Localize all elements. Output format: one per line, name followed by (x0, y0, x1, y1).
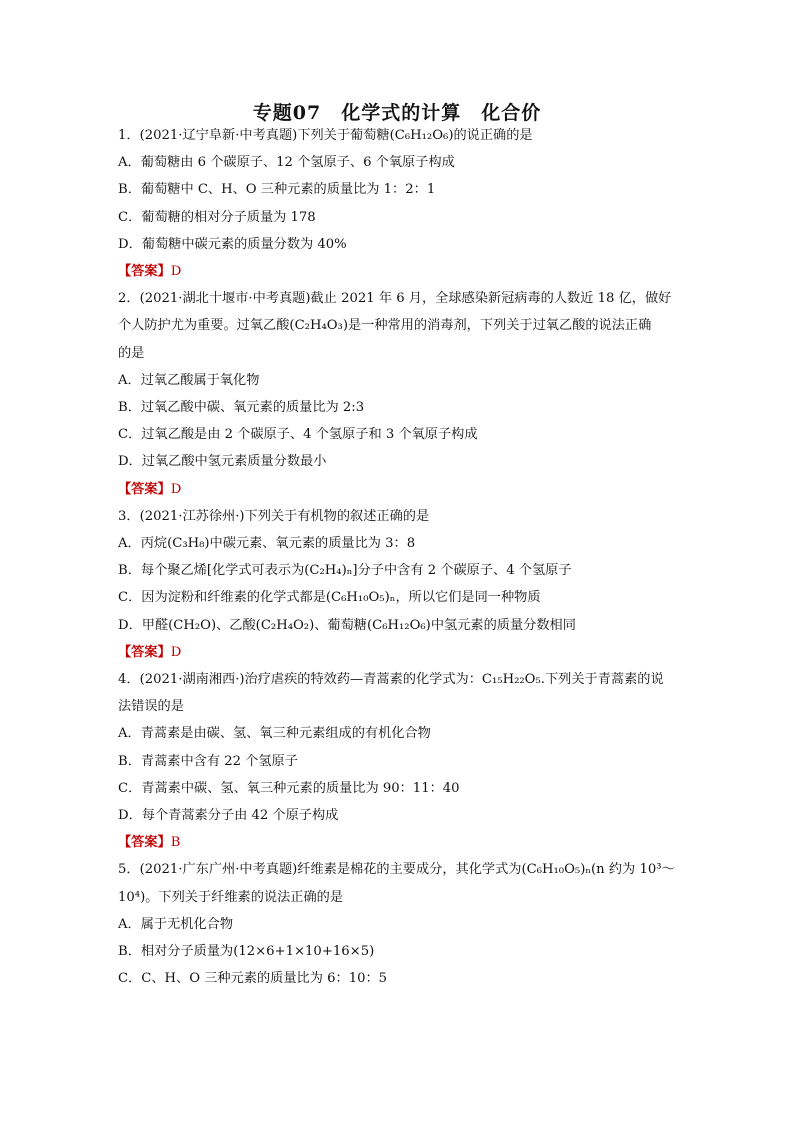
text-line: A．青蒿素是由碳、氢、氧三种元素组成的有机化合物 (118, 726, 431, 742)
answer-tag: 【答案】 (118, 835, 171, 851)
answer-tag: 【答案】 (118, 264, 171, 280)
answer-line (118, 829, 688, 856)
answer-value: D (170, 481, 182, 497)
text-line: 法错误的是 (118, 699, 184, 715)
text-line: 10⁴)。下列关于纤维素的说法正确的是 (118, 889, 344, 905)
answer-value: D (170, 644, 182, 660)
text-line: A．葡萄糖由 6 个碳原子、12 个氢原子、6 个氧原子构成 (118, 155, 455, 171)
text-line: 的是 (118, 345, 145, 361)
text-line: D．过氧乙酸中氢元素质量分数最小 (118, 454, 327, 470)
page-title: 专题07 化学式的计算 化合价 (252, 102, 542, 124)
text-line: 3．(2021·江苏徐州·)下列关于有机物的叙述正确的是 (118, 508, 430, 524)
text-line: B．葡萄糖中 C、H、O 三种元素的质量比为 1：2：1 (118, 182, 436, 198)
text-line: B．相对分子质量为(12×6+1×10+16×5) (118, 944, 375, 960)
text-line: B．过氧乙酸中碳、氧元素的质量比为 2:3 (118, 400, 365, 416)
text-line: 4．(2021·湖南湘西·)治疗虐疾的特效药—青蒿素的化学式为：C₁₅H₂₂O₅.下列关于青蒿素的说 (118, 672, 664, 688)
answer-value: D (170, 264, 182, 280)
text-line: B．每个聚乙烯[化学式可表示为(C₂H₄)ₙ]分子中含有 2 个碳原子、4 个氢原子 (118, 563, 572, 579)
text-line: D．葡萄糖中碳元素的质量分数为 40% (118, 236, 347, 252)
text-line: C．过氧乙酸是由 2 个碳原子、4 个氢原子和 3 个氧原子构成 (118, 427, 478, 443)
text-line: 1．(2021·辽宁阜新·中考真题)下列关于葡萄糖(C₆H₁₂O₆)的说正确的是 (118, 128, 533, 143)
answer-value: B (170, 835, 181, 851)
text-line: 5．(2021·广东广州·中考真题)纤维素是棉花的主要成分，其化学式为(C₆H₁₀O₅)ₙ(n 约为 10³～ (118, 862, 675, 878)
text-line: A．属于无机化合物 (118, 916, 234, 932)
text-line: 个人防护尤为重要。过氧乙酸(C₂H₄O₃)是一种常用的消毒剂，下列关于过氧乙酸的说法正确 (118, 318, 652, 334)
question-list (118, 122, 688, 993)
answer-line (118, 639, 688, 666)
answer-tag: 【答案】 (118, 644, 171, 660)
text-line: C．葡萄糖的相对分子质量为 178 (118, 209, 316, 225)
text-line: A．过氧乙酸属于氧化物 (118, 372, 260, 388)
text-line: D．甲醛(CH₂O)、乙酸(C₂H₄O₂)、葡萄糖(C₆H₁₂O₆)中氢元素的质量分数相同 (118, 617, 576, 633)
text-line: C．因为淀粉和纤维素的化学式都是(C₆H₁₀O₅)ₙ，所以它们是同一种物质 (118, 590, 541, 606)
answer-line (118, 258, 688, 285)
answer-line (118, 476, 688, 503)
text-line: B．青蒿素中含有 22 个氢原子 (118, 753, 298, 769)
text-line: C．C、H、O 三种元素的质量比为 6：10：5 (118, 971, 388, 987)
answer-tag: 【答案】 (118, 481, 171, 497)
text-line: C．青蒿素中碳、氢、氧三种元素的质量比为 90：11：40 (118, 780, 460, 796)
text-line: 2．(2021·湖北十堰市·中考真题)截止 2021 年 6 月，全球感染新冠病毒的人数近 18 亿，做好 (118, 291, 672, 307)
text-line: D．每个青蒿素分子由 42 个原子构成 (118, 808, 339, 824)
text-line: A．丙烷(C₃H₈)中碳元素、氧元素的质量比为 3：8 (118, 536, 416, 552)
